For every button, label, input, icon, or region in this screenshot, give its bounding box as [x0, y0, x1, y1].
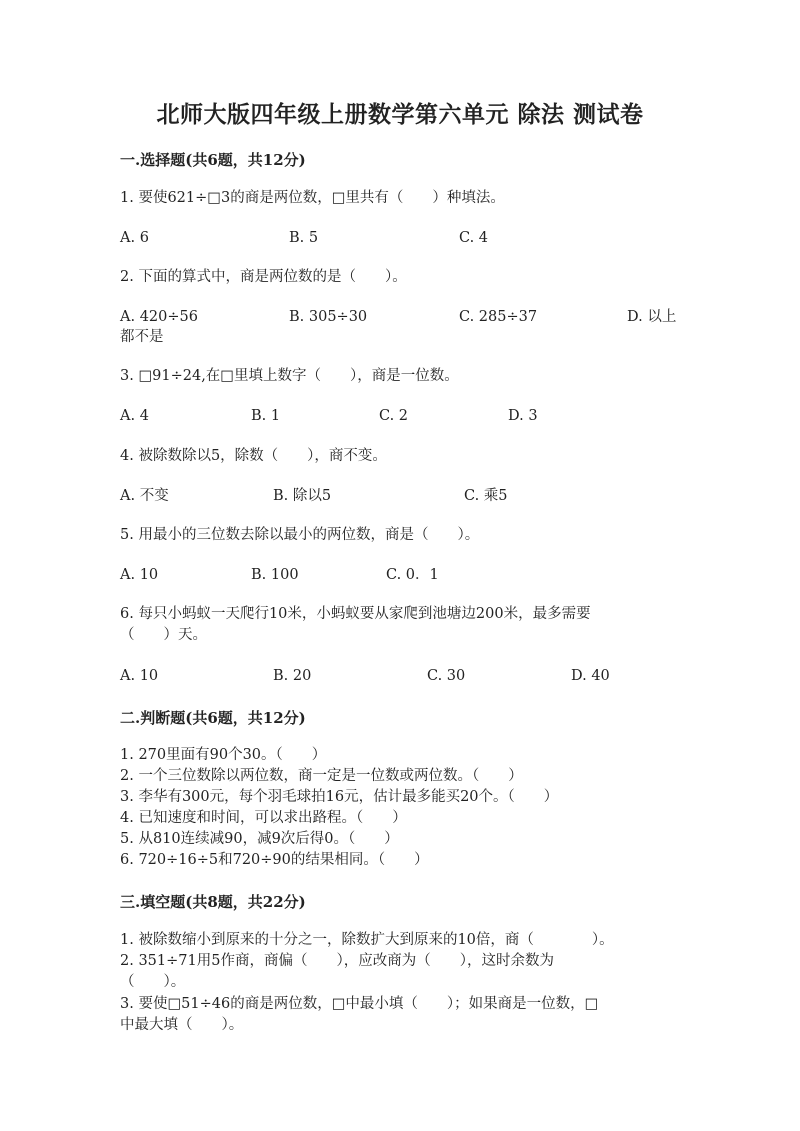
- fill-item-2-wrap: （ ）。: [120, 974, 186, 990]
- q4-option-b: B. 除以5: [273, 488, 332, 504]
- q5-option-b: B. 100: [251, 567, 299, 583]
- question-2: 2. 下面的算式中，商是两位数的是（ ）。: [120, 269, 407, 285]
- question-5: 5. 用最小的三位数去除以最小的两位数，商是（ ）。: [120, 527, 480, 543]
- q3-option-a: A. 4: [120, 408, 149, 424]
- q2-option-a: A. 420÷56: [120, 309, 198, 325]
- question-6-wrap: （ ）天。: [120, 627, 207, 643]
- question-1: 1. 要使621÷□3的商是两位数，□里共有（ ）种填法。: [120, 190, 505, 206]
- q6-option-b: B. 20: [273, 668, 312, 684]
- tf-item-4: 4. 已知速度和时间，可以求出路程。（ ）: [120, 810, 407, 826]
- q2-option-c: C. 285÷37: [459, 309, 538, 325]
- q2-option-b: B. 305÷30: [289, 309, 368, 325]
- tf-item-3: 3. 李华有300元，每个羽毛球拍16元，估计最多能买20个。（ ）: [120, 789, 559, 805]
- q2-option-d-wrap: 都不是: [120, 329, 164, 345]
- tf-item-5: 5. 从810连续减90，减9次后得0。（ ）: [120, 831, 399, 847]
- q5-option-c: C. 0．1: [386, 567, 439, 583]
- tf-item-2: 2. 一个三位数除以两位数，商一定是一位数或两位数。（ ）: [120, 768, 523, 784]
- q1-option-c: C. 4: [459, 230, 489, 246]
- q6-option-a: A. 10: [120, 668, 159, 684]
- q6-option-d: D. 40: [571, 668, 610, 684]
- tf-item-6: 6. 720÷16÷5和720÷90的结果相同。（ ）: [120, 852, 429, 868]
- q2-option-d: D. 以上: [627, 309, 677, 325]
- fill-item-1: 1. 被除数缩小到原来的十分之一，除数扩大到原来的10倍，商（ ）。: [120, 932, 614, 948]
- q4-option-a: A. 不变: [120, 488, 169, 504]
- question-3: 3. □91÷24,在□里填上数字（ ），商是一位数。: [120, 368, 459, 384]
- fill-item-2: 2. 351÷71用5作商，商偏（ ），应改商为（ ），这时余数为: [120, 953, 554, 969]
- question-6: 6. 每只小蚂蚁一天爬行10米，小蚂蚁要从家爬到池塘边200米，最多需要: [120, 606, 591, 622]
- q4-option-c: C. 乘5: [464, 488, 508, 504]
- question-4: 4. 被除数除以5，除数（ ），商不变。: [120, 448, 387, 464]
- q5-option-a: A. 10: [120, 567, 159, 583]
- q3-option-d: D. 3: [508, 408, 538, 424]
- section-heading-fillin: 三.填空题(共8题，共22分): [120, 893, 306, 911]
- q1-option-b: B. 5: [289, 230, 319, 246]
- page-title: 北师大版四年级上册数学第六单元 除法 测试卷: [156, 101, 644, 128]
- q3-option-c: C. 2: [379, 408, 409, 424]
- section-heading-choice: 一.选择题(共6题，共12分): [120, 151, 306, 169]
- q3-option-b: B. 1: [251, 408, 281, 424]
- section-heading-truefalse: 二.判断题(共6题，共12分): [120, 709, 306, 727]
- fill-item-3-wrap: 中最大填（ ）。: [120, 1017, 244, 1033]
- q6-option-c: C. 30: [427, 668, 466, 684]
- tf-item-1: 1. 270里面有90个30。（ ）: [120, 747, 327, 763]
- q1-option-a: A. 6: [120, 230, 149, 246]
- fill-item-3: 3. 要使□51÷46的商是两位数，□中最小填（ ）；如果商是一位数，□: [120, 996, 599, 1012]
